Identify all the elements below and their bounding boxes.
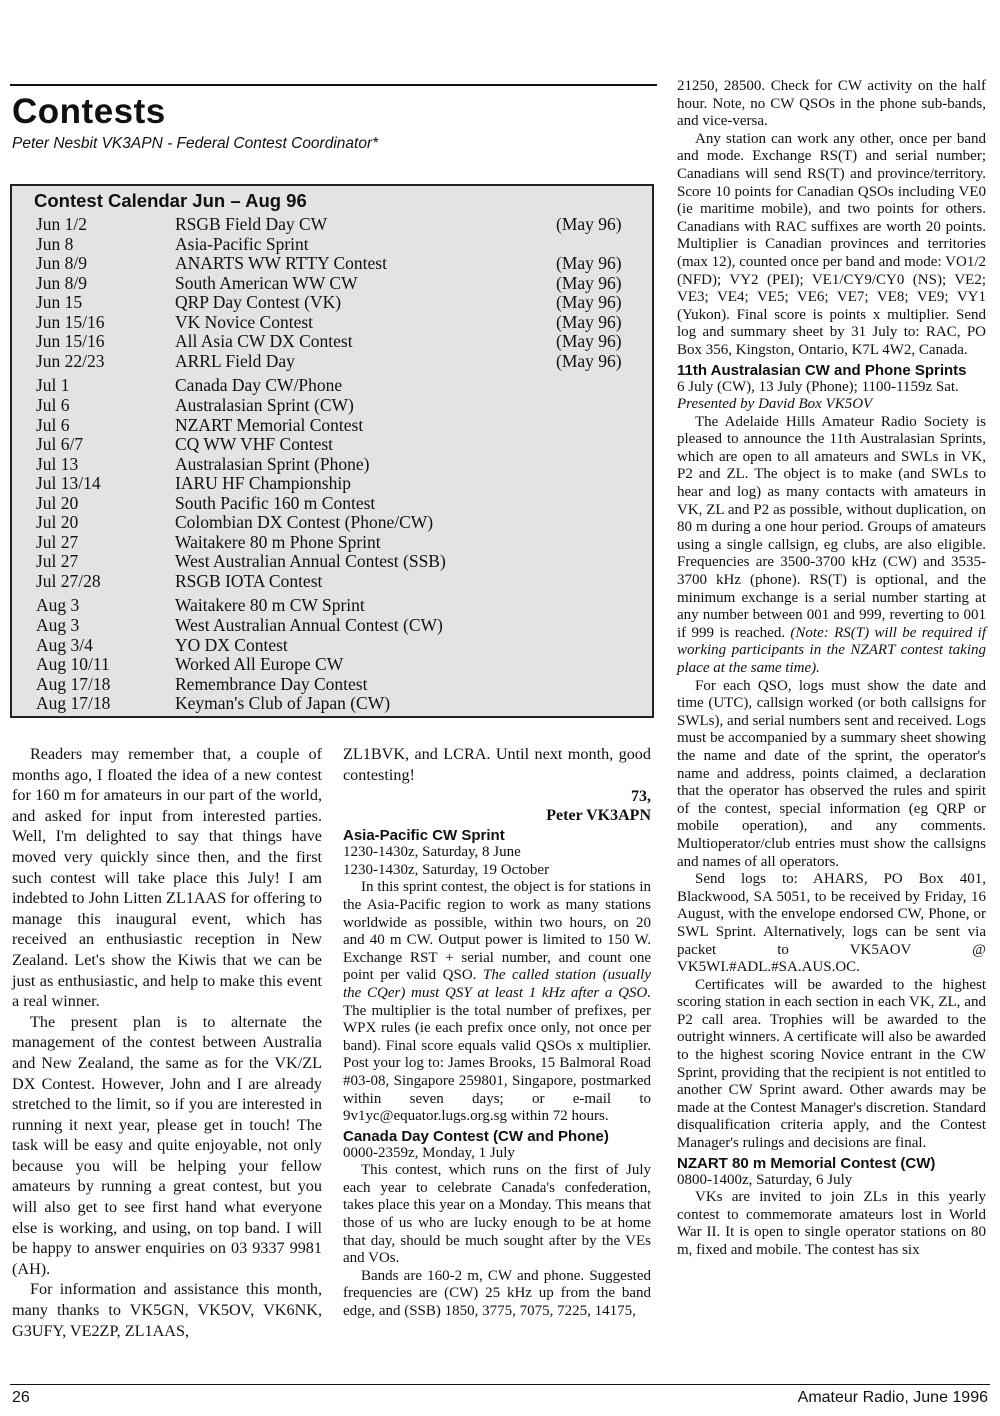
byline: Peter Nesbit VK3APN - Federal Contest Coordinator* xyxy=(12,135,379,152)
calendar-date: Aug 3/4 xyxy=(36,634,93,655)
calendar-contest-name: CQ WW VHF Contest xyxy=(175,434,334,455)
calendar-row xyxy=(12,571,652,591)
publication-name: Amateur Radio, June 1996 xyxy=(797,1389,988,1406)
paragraph: Certificates will be awarded to the highest scoring station in each section in each VK, ZL, and P2 call area. Trophies will be awarded to the outright winners. A certificate will also be awarded to the highest scoring Novice entrant in the CW Sprint, providing that the recipient is not entitled to another CW Sprint award. Other awards may be made at the Contest Manager's discretion. Standard disqualification criteria apply, and the Contest Manager's rulings and decisions are final. xyxy=(677,976,986,1152)
contest-calendar-box xyxy=(10,184,654,718)
calendar-row xyxy=(12,434,652,454)
calendar-contest-name: RSGB Field Day CW xyxy=(175,214,328,234)
contest-time: 1230-1430z, Saturday, 8 June xyxy=(343,844,521,861)
calendar-contest-name: RSGB IOTA Contest xyxy=(175,570,323,591)
calendar-contest-name: VK Novice Contest xyxy=(175,311,314,332)
calendar-contest-name: ARRL Field Day xyxy=(175,350,295,371)
paragraph: Any station can work any other, once per band and mode. Exchange RS(T) and serial number; Canadians will send RS(T) and province/territory. Score 10 points for Canadian QSOs including VE0 (ie maritime mobile), and two points for others. Canadians with RAC suffixes are worth 20 points. Multiplier is Canadian provinces and territories (max 12), counted once per band and mode: VO1/2 (NFD); VY2 (PEI); VE1/CY9/CY0 (NS); VE2; VE3; VE4; VE5; VE6; VE7; VE8; VE9; VY1 (Yukon). Final score is points x multiplier. Send log and summary sheet by 31 July to: RAC, PO Box 356, Kingston, Ontario, K7L 4W2, Canada. xyxy=(677,130,986,358)
calendar-row xyxy=(12,375,652,395)
calendar-reference: (May 96) xyxy=(556,350,622,371)
calendar-date: Jun 15 xyxy=(36,292,83,313)
calendar-row xyxy=(12,351,652,371)
calendar-contest-name: Colombian DX Contest (Phone/CW) xyxy=(175,512,434,533)
calendar-row xyxy=(12,654,652,674)
calendar-date: Jul 6 xyxy=(36,394,70,415)
calendar-date: Jul 1 xyxy=(36,375,70,396)
calendar-contest-name: Asia-Pacific Sprint xyxy=(175,233,309,254)
section-heading: Canada Day Contest (CW and Phone) xyxy=(343,1127,609,1145)
contest-time: 1230-1430z, Saturday, 19 October xyxy=(343,861,550,878)
calendar-contest-name: YO DX Contest xyxy=(175,634,288,655)
calendar-contest-name: Waitakere 80 m CW Sprint xyxy=(175,595,365,616)
calendar-row xyxy=(12,273,652,293)
calendar-row xyxy=(12,415,652,435)
calendar-row xyxy=(12,635,652,655)
section-heading: 11th Australasian CW and Phone Sprints xyxy=(677,361,967,379)
calendar-reference: (May 96) xyxy=(556,311,622,332)
page-number: 26 xyxy=(12,1389,30,1406)
calendar-row xyxy=(12,674,652,694)
calendar-contest-name: Worked All Europe CW xyxy=(175,654,344,675)
paragraph: In this sprint contest, the object is for stations in the Asia-Pacific region to work as many stations worldwide as possible, within two hours, on 20 and 40 m CW. Output power is limited to 150 W. Exchange RST + serial number, and count one point per valid QSO. The called station (usually the CQer) must QSY at least 1 kHz after a QSO. The multiplier is the total number of prefixes, per WPX rules (ie each prefix once only, not once per band). Final score equals valid QSOs x multiplier. Post your log to: James Brooks, 15 Balmoral Road #03-08, Singapore 259801, Singapore, postmarked within seven days; or e-mail to 9v1yc@equator.lugs.org.sg within 72 hours. xyxy=(343,879,651,1125)
calendar-date: Aug 3 xyxy=(36,615,80,635)
calendar-contest-name: QRP Day Contest (VK) xyxy=(175,292,342,313)
calendar-row xyxy=(12,312,652,332)
paragraph: Bands are 160-2 m, CW and phone. Suggested frequencies are (CW) 25 kHz up from the band edge, and (SSB) 1850, 3775, 7075, 7225, 14175, xyxy=(343,1267,651,1320)
calendar-date: Jul 13 xyxy=(36,453,79,474)
calendar-row xyxy=(12,693,652,713)
page-title: Contests xyxy=(12,92,166,131)
contest-time: 0800-1400z, Saturday, 6 July xyxy=(677,1171,853,1188)
calendar-row xyxy=(12,512,652,532)
calendar-contest-name: Australasian Sprint (Phone) xyxy=(175,453,370,474)
calendar-contest-name: Waitakere 80 m Phone Sprint xyxy=(175,531,381,552)
calendar-row xyxy=(12,615,652,635)
calendar-contest-name: Canada Day CW/Phone xyxy=(175,375,343,396)
calendar-contest-name: IARU HF Championship xyxy=(175,473,351,494)
paragraph: For information and assistance this month, many thanks to VK5GN, VK5OV, VK6NK, G3UFY, VE2ZP, ZL1AAS, xyxy=(12,1280,322,1340)
paragraph: ZL1BVK, and LCRA. Until next month, good contesting! xyxy=(343,745,651,784)
calendar-contest-name: Keyman's Club of Japan (CW) xyxy=(175,693,391,714)
calendar-date: Jul 27/28 xyxy=(36,570,101,591)
presenter: Presented by David Box VK5OV xyxy=(677,396,873,413)
paragraph: VKs are invited to join ZLs in this yearly contest to commemorate amateurs lost in World War II. It is open to single operator stations on 80 m, fixed and mobile. The contest has six xyxy=(677,1189,986,1258)
section-heading: Asia-Pacific CW Sprint xyxy=(343,827,505,845)
calendar-date: Jul 27 xyxy=(36,551,79,572)
paragraph: Readers may remember that, a couple of months ago, I floated the idea of a new contest for 160 m for amateurs in our part of the world, and asked for input from interested parties. Well, I'm delighted to say that things have moved very quickly since then, and the first such contest will take place this July! I am indebted to John Litten ZL1AAS for offering to manage this inaugural event, which has received an enthusiastic reception in New Zealand. Let's show the Kiwis that we can be just as enthusiastic, and help to make this event a real winner. xyxy=(12,745,322,1011)
calendar-contest-name: West Australian Annual Contest (SSB) xyxy=(175,551,446,572)
calendar-date: Aug 17/18 xyxy=(36,693,111,714)
calendar-reference: (May 96) xyxy=(556,272,622,293)
calendar-contest-name: South Pacific 160 m Contest xyxy=(175,492,376,513)
signoff: 73, xyxy=(631,788,651,806)
calendar-date: Jul 20 xyxy=(36,492,79,513)
column-1 xyxy=(12,744,322,1341)
calendar-row xyxy=(12,595,652,615)
calendar-date: Jul 6 xyxy=(36,414,70,435)
calendar-row xyxy=(12,454,652,474)
calendar-row xyxy=(12,253,652,273)
signature: Peter VK3APN xyxy=(546,807,651,825)
calendar-date: Jun 8 xyxy=(36,233,74,254)
calendar-contest-name: West Australian Annual Contest (CW) xyxy=(175,615,443,635)
calendar-date: Jun 8/9 xyxy=(36,272,88,293)
calendar-row xyxy=(12,292,652,312)
calendar-date: Jun 1/2 xyxy=(36,214,88,234)
top-rule xyxy=(10,84,657,86)
calendar-contest-name: South American WW CW xyxy=(175,272,358,293)
calendar-contest-name: All Asia CW DX Contest xyxy=(175,331,353,352)
calendar-row xyxy=(12,214,652,234)
calendar-date: Jul 20 xyxy=(36,512,79,533)
calendar-date: Aug 10/11 xyxy=(36,654,110,675)
calendar-reference: (May 96) xyxy=(556,253,622,274)
calendar-contest-name: ANARTS WW RTTY Contest xyxy=(175,253,387,274)
calendar-row xyxy=(12,331,652,351)
calendar-date: Jul 13/14 xyxy=(36,473,101,494)
calendar-row xyxy=(12,551,652,571)
paragraph: Send logs to: AHARS, PO Box 401, Blackwood, SA 5051, to be received by Friday, 16 August, with the envelope endorsed CW, Phone, or SWL Sprint. Alternatively, logs can be sent via packet to VK5AOV @ VK5WI.#ADL.#SA.AUS.OC. xyxy=(677,871,986,976)
calendar-contest-name: Australasian Sprint (CW) xyxy=(175,394,354,415)
calendar-date: Aug 3 xyxy=(36,595,80,616)
calendar-contest-name: Remembrance Day Contest xyxy=(175,673,368,694)
paragraph: This contest, which runs on the first of July each year to celebrate Canada's confederation, takes place this year on a Monday. This means that those of us who are lucky enough to be at home that day, should be much sought after by the VEs and VOs. xyxy=(343,1162,651,1267)
paragraph: The Adelaide Hills Amateur Radio Society is pleased to announce the 11th Australasian Sprints, which are open to all amateurs and SWLs in VK, P2 and ZL. The object is to make (and SWLs to hear and log) as many contacts with amateurs in VK, ZL and P2 as possible, without duplication, on 80 m during a one hour period. Groups of amateurs using a single callsign, eg clubs, are also eligible. Frequencies are 3500-3700 kHz (CW) and 3535-3700 kHz (phone). RS(T) is optional, and the minimum exchange is a serial number starting at any number between 001 and 999, reverting to 001 if 999 is reached. (Note: RS(T) will be required if working participants in the NZART contest taking place at the same time). xyxy=(677,413,986,676)
calendar-row xyxy=(12,532,652,552)
column-2 xyxy=(343,744,651,1321)
calendar-date: Jul 27 xyxy=(36,531,79,552)
calendar-row xyxy=(12,395,652,415)
calendar-date: Aug 17/18 xyxy=(36,673,111,694)
paragraph: For each QSO, logs must show the date and time (UTC), callsign worked (or both callsigns for SWLs), and serial numbers sent and received. Logs must be accompanied by a summary sheet showing the name and date of the sprint, the operator's name and address, points claimed, a declaration that the operator has observed the rules and spirit of the contest, special information (eg QRP or mobile operation), and any comments. Multioperator/club entries must show the callsigns and names of all operators. xyxy=(677,677,986,870)
section-heading: NZART 80 m Memorial Contest (CW) xyxy=(677,1154,936,1172)
contest-time: 6 July (CW), 13 July (Phone); 1100-1159z Sat. xyxy=(677,378,959,395)
paragraph: The present plan is to alternate the management of the contest between Australia and New Zealand, the same as for the VK/ZL DX Contest. However, John and I are already stretched to the limit, so if you are interested in running it next year, please get in touch! The task will be easy and quite enjoyable, not only because you will be helping your fellow amateurs by running a great contest, but you will also get to see first hand what everyone else is working, and using, on top band. I will be happy to answer enquiries on 03 9337 9981 (AH). xyxy=(12,1012,322,1278)
calendar-date: Jun 8/9 xyxy=(36,253,88,274)
calendar-row xyxy=(12,493,652,513)
column-3 xyxy=(677,78,986,1260)
calendar-date: Jun 15/16 xyxy=(36,311,105,332)
calendar-row xyxy=(12,234,652,254)
calendar-date: Jul 6/7 xyxy=(36,434,84,455)
calendar-reference: (May 96) xyxy=(556,214,622,234)
paragraph: 21250, 28500. Check for CW activity on the half hour. Note, no CW QSOs in the phone sub-bands, and vice-versa. xyxy=(677,78,986,130)
calendar-reference: (May 96) xyxy=(556,331,622,352)
calendar-reference: (May 96) xyxy=(556,292,622,313)
calendar-date: Jun 22/23 xyxy=(36,350,105,371)
calendar-row xyxy=(12,473,652,493)
calendar-contest-name: NZART Memorial Contest xyxy=(175,414,364,435)
calendar-date: Jun 15/16 xyxy=(36,331,105,352)
footer-rule xyxy=(10,1384,990,1385)
contest-time: 0000-2359z, Monday, 1 July xyxy=(343,1144,515,1161)
calendar-title: Contest Calendar Jun – Aug 96 xyxy=(34,190,307,211)
